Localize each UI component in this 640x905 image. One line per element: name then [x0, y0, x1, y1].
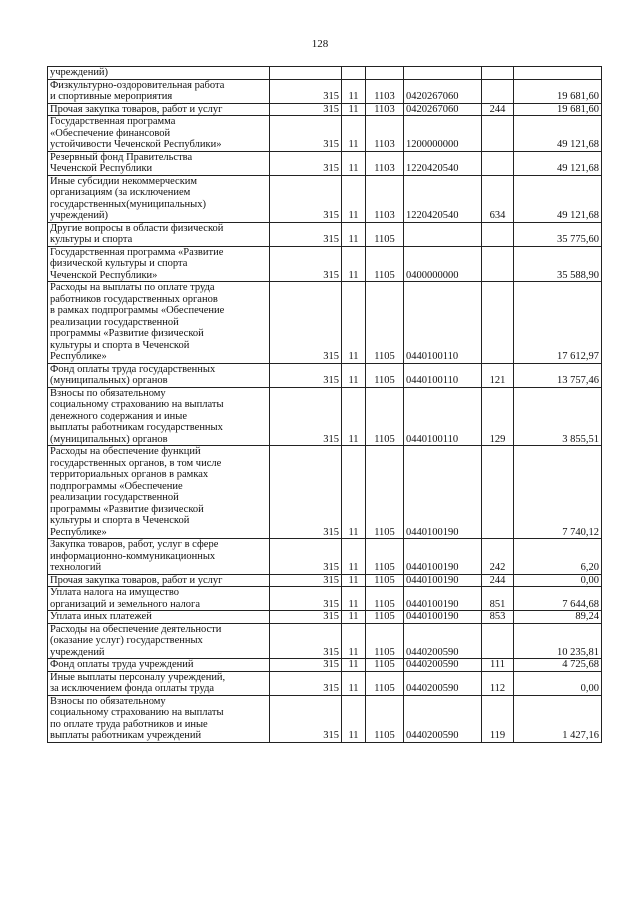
ved-code-cell: 315 [270, 246, 342, 282]
row-name-cell: Прочая закупка товаров, работ и услуг [48, 103, 270, 116]
amount-cell: 4 725,68 [514, 659, 602, 672]
ved-code-cell: 315 [270, 695, 342, 742]
amount-cell: 19 681,60 [514, 103, 602, 116]
table-row [48, 175, 602, 222]
row-name-cell: Физкультурно-оздоровительная работа и спортивные мероприятия [48, 79, 270, 103]
subsection-code-cell: 1105 [366, 282, 404, 364]
subsection-code-cell: 1105 [366, 695, 404, 742]
amount-cell [514, 67, 602, 80]
table-row [48, 539, 602, 575]
ved-code-cell: 315 [270, 175, 342, 222]
target-article-cell: 0440100190 [404, 539, 482, 575]
expense-type-cell: 119 [482, 695, 514, 742]
expense-type-cell [482, 282, 514, 364]
target-article-cell: 1220420540 [404, 175, 482, 222]
section-code-cell: 11 [342, 574, 366, 587]
amount-cell: 13 757,46 [514, 363, 602, 387]
subsection-code-cell: 1105 [366, 574, 404, 587]
section-code-cell: 11 [342, 151, 366, 175]
table-row [48, 446, 602, 539]
expense-type-cell: 244 [482, 103, 514, 116]
target-article-cell [404, 67, 482, 80]
ved-code-cell: 315 [270, 103, 342, 116]
row-name-cell: Расходы на выплаты по оплате труда работников государственных органов в рамках подпрограммы «Обеспечение реализации государственной программы «Развитие физической культуры и спорта в Чеченской Республике» [48, 282, 270, 364]
section-code-cell: 11 [342, 246, 366, 282]
amount-cell: 35 775,60 [514, 222, 602, 246]
row-name-cell: Взносы по обязательному социальному страхованию на выплаты по оплате труда работников и иные выплаты работникам учреждений [48, 695, 270, 742]
row-name-cell: Резервный фонд Правительства Чеченской Республики [48, 151, 270, 175]
ved-code-cell: 315 [270, 539, 342, 575]
amount-cell: 7 644,68 [514, 587, 602, 611]
table-row [48, 67, 602, 80]
ved-code-cell: 315 [270, 611, 342, 624]
table-row [48, 116, 602, 152]
amount-cell: 89,24 [514, 611, 602, 624]
subsection-code-cell: 1105 [366, 222, 404, 246]
row-name-cell: Взносы по обязательному социальному страхованию на выплаты денежного содержания и иные выплаты работникам государственных (муниципальных) органов [48, 387, 270, 446]
subsection-code-cell: 1103 [366, 116, 404, 152]
ved-code-cell: 315 [270, 282, 342, 364]
target-article-cell: 0420267060 [404, 79, 482, 103]
subsection-code-cell: 1105 [366, 446, 404, 539]
amount-cell: 35 588,90 [514, 246, 602, 282]
section-code-cell: 11 [342, 611, 366, 624]
subsection-code-cell: 1105 [366, 587, 404, 611]
expense-type-cell [482, 67, 514, 80]
subsection-code-cell: 1105 [366, 671, 404, 695]
amount-cell: 7 740,12 [514, 446, 602, 539]
expense-type-cell [482, 222, 514, 246]
subsection-code-cell: 1105 [366, 246, 404, 282]
expense-type-cell: 129 [482, 387, 514, 446]
expense-type-cell [482, 151, 514, 175]
amount-cell: 17 612,97 [514, 282, 602, 364]
table-row [48, 695, 602, 742]
section-code-cell: 11 [342, 175, 366, 222]
target-article-cell: 0440200590 [404, 671, 482, 695]
expense-type-cell: 853 [482, 611, 514, 624]
subsection-code-cell: 1105 [366, 363, 404, 387]
row-name-cell: Иные субсидии некоммерческим организациям (за исключением государственных(муниципальных) учреждений) [48, 175, 270, 222]
table-row [48, 79, 602, 103]
amount-cell: 6,20 [514, 539, 602, 575]
table-row [48, 574, 602, 587]
amount-cell: 10 235,81 [514, 623, 602, 659]
amount-cell: 49 121,68 [514, 175, 602, 222]
amount-cell: 0,00 [514, 574, 602, 587]
table-row [48, 659, 602, 672]
row-name-cell: Уплата налога на имущество организаций и земельного налога [48, 587, 270, 611]
ved-code-cell: 315 [270, 387, 342, 446]
row-name-cell: Прочая закупка товаров, работ и услуг [48, 574, 270, 587]
target-article-cell: 0440200590 [404, 659, 482, 672]
target-article-cell: 0440200590 [404, 695, 482, 742]
subsection-code-cell: 1103 [366, 103, 404, 116]
subsection-code-cell [366, 67, 404, 80]
section-code-cell: 11 [342, 671, 366, 695]
row-name-cell: Государственная программа «Обеспечение финансовой устойчивости Чеченской Республики» [48, 116, 270, 152]
amount-cell: 3 855,51 [514, 387, 602, 446]
row-name-cell: Иные выплаты персоналу учреждений, за исключением фонда оплаты труда [48, 671, 270, 695]
table-row [48, 103, 602, 116]
ved-code-cell: 315 [270, 79, 342, 103]
budget-table [47, 66, 602, 743]
ved-code-cell: 315 [270, 222, 342, 246]
target-article-cell: 1220420540 [404, 151, 482, 175]
row-name-cell: Расходы на обеспечение деятельности (оказание услуг) государственных учреждений [48, 623, 270, 659]
ved-code-cell: 315 [270, 623, 342, 659]
target-article-cell: 0440100190 [404, 587, 482, 611]
expense-type-cell: 244 [482, 574, 514, 587]
table-row [48, 611, 602, 624]
table-row [48, 222, 602, 246]
target-article-cell: 0420267060 [404, 103, 482, 116]
amount-cell: 0,00 [514, 671, 602, 695]
row-name-cell: Государственная программа «Развитие физической культуры и спорта Чеченской Республики» [48, 246, 270, 282]
amount-cell: 49 121,68 [514, 116, 602, 152]
expense-type-cell: 634 [482, 175, 514, 222]
target-article-cell: 0400000000 [404, 246, 482, 282]
expense-type-cell: 851 [482, 587, 514, 611]
table-row [48, 151, 602, 175]
target-article-cell: 1200000000 [404, 116, 482, 152]
section-code-cell: 11 [342, 539, 366, 575]
row-name-cell: Фонд оплаты труда государственных (муниципальных) органов [48, 363, 270, 387]
target-article-cell: 0440100190 [404, 446, 482, 539]
section-code-cell: 11 [342, 446, 366, 539]
table-row [48, 387, 602, 446]
section-code-cell: 11 [342, 363, 366, 387]
page-number: 128 [311, 38, 329, 50]
expense-type-cell: 111 [482, 659, 514, 672]
table-row [48, 282, 602, 364]
section-code-cell: 11 [342, 282, 366, 364]
expense-type-cell: 112 [482, 671, 514, 695]
subsection-code-cell: 1105 [366, 387, 404, 446]
section-code-cell: 11 [342, 695, 366, 742]
expense-type-cell [482, 623, 514, 659]
amount-cell: 1 427,16 [514, 695, 602, 742]
expense-type-cell [482, 116, 514, 152]
row-name-cell: Уплата иных платежей [48, 611, 270, 624]
subsection-code-cell: 1105 [366, 659, 404, 672]
ved-code-cell: 315 [270, 446, 342, 539]
subsection-code-cell: 1105 [366, 539, 404, 575]
target-article-cell: 0440100110 [404, 387, 482, 446]
row-name-cell: Расходы на обеспечение функций государственных органов, в том числе территориальных органов в рамках подпрограммы «Обеспечение реализации государственной программы «Развитие физической культуры и спорта в Чеченской Республике» [48, 446, 270, 539]
table-row [48, 246, 602, 282]
row-name-cell: Другие вопросы в области физической культуры и спорта [48, 222, 270, 246]
table-row [48, 587, 602, 611]
ved-code-cell: 315 [270, 151, 342, 175]
amount-cell: 19 681,60 [514, 79, 602, 103]
ved-code-cell: 315 [270, 671, 342, 695]
subsection-code-cell: 1105 [366, 623, 404, 659]
target-article-cell [404, 222, 482, 246]
section-code-cell: 11 [342, 387, 366, 446]
table-row [48, 623, 602, 659]
subsection-code-cell: 1103 [366, 175, 404, 222]
section-code-cell: 11 [342, 659, 366, 672]
section-code-cell: 11 [342, 587, 366, 611]
expense-type-cell: 121 [482, 363, 514, 387]
row-name-cell: Фонд оплаты труда учреждений [48, 659, 270, 672]
target-article-cell: 0440200590 [404, 623, 482, 659]
target-article-cell: 0440100110 [404, 363, 482, 387]
expense-type-cell [482, 446, 514, 539]
section-code-cell: 11 [342, 623, 366, 659]
section-code-cell [342, 67, 366, 80]
table-row [48, 671, 602, 695]
subsection-code-cell: 1105 [366, 611, 404, 624]
row-name-cell: учреждений) [48, 67, 270, 80]
expense-type-cell: 242 [482, 539, 514, 575]
section-code-cell: 11 [342, 103, 366, 116]
subsection-code-cell: 1103 [366, 79, 404, 103]
expense-type-cell [482, 79, 514, 103]
ved-code-cell: 315 [270, 574, 342, 587]
section-code-cell: 11 [342, 79, 366, 103]
expense-type-cell [482, 246, 514, 282]
ved-code-cell [270, 67, 342, 80]
table-row [48, 363, 602, 387]
target-article-cell: 0440100190 [404, 574, 482, 587]
target-article-cell: 0440100190 [404, 611, 482, 624]
section-code-cell: 11 [342, 116, 366, 152]
amount-cell: 49 121,68 [514, 151, 602, 175]
ved-code-cell: 315 [270, 587, 342, 611]
ved-code-cell: 315 [270, 116, 342, 152]
target-article-cell: 0440100110 [404, 282, 482, 364]
subsection-code-cell: 1103 [366, 151, 404, 175]
ved-code-cell: 315 [270, 363, 342, 387]
ved-code-cell: 315 [270, 659, 342, 672]
section-code-cell: 11 [342, 222, 366, 246]
row-name-cell: Закупка товаров, работ, услуг в сфере информационно-коммуникационных технологий [48, 539, 270, 575]
